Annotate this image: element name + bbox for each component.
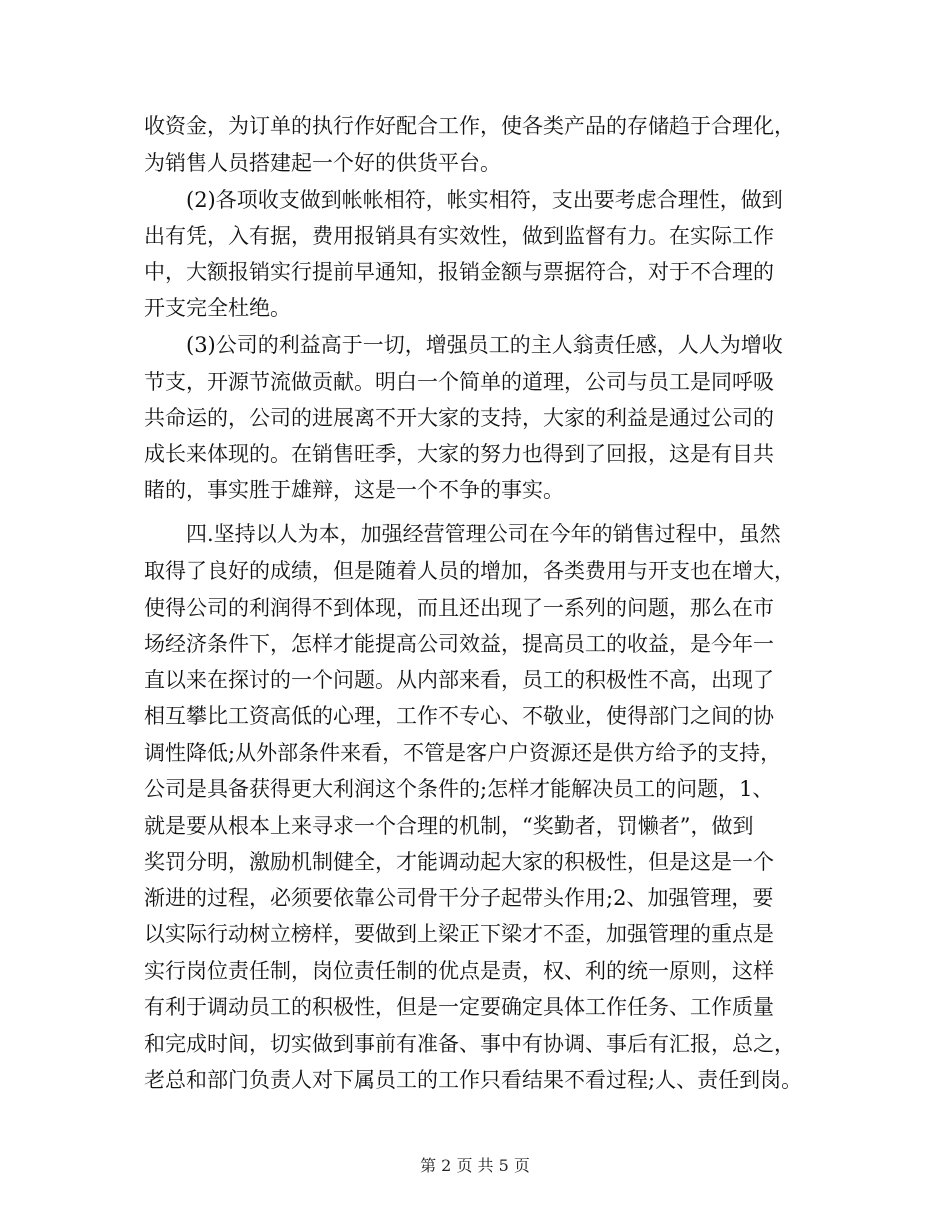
text-line: 就是要从根本上来寻求一个合理的机制，“奖勤者，罚懒者”，做到 [144, 814, 754, 838]
text-line: 有利于调动员工的积极性，但是一定要确定具体工作任务、工作质量 [144, 995, 774, 1019]
text-line: 直以来在探讨的一个问题。从内部来看，员工的积极性不高，出现了 [144, 668, 774, 692]
page-number-footer: 第 2 页 共 5 页 [420, 1156, 530, 1175]
text-line: 以实际行动树立榜样，要做到上梁正下梁才不歪，加强管理的重点是 [144, 922, 774, 946]
text-line: (2)各项收支做到帐帐相符，帐实相符，支出要考虑合理性，做到 [186, 188, 783, 212]
text-line: 场经济条件下，怎样才能提高公司效益，提高员工的收益，是今年一 [144, 632, 774, 656]
text-line: 奖罚分明，激励机制健全，才能调动起大家的积极性，但是这是一个 [144, 850, 774, 874]
text-line: 节支，开源节流做贡献。明白一个简单的道理，公司与员工是同呼吸 [144, 370, 774, 394]
text-line: 出有凭，入有据，费用报销具有实效性，做到监督有力。在实际工作 [144, 224, 774, 248]
text-line: 老总和部门负责人对下属员工的工作只看结果不看过程;人、责任到岗。 [144, 1068, 803, 1092]
text-line: 收资金，为订单的执行作好配合工作，使各类产品的存储趋于合理化， [144, 114, 795, 138]
text-line: 睹的，事实胜于雄辩，这是一个不争的事实。 [144, 478, 564, 502]
text-line: 渐进的过程，必须要依靠公司骨干分子起带头作用;2、加强管理，要 [144, 886, 774, 910]
text-line: 使得公司的利润得不到体现，而且还出现了一系列的问题，那么在市 [144, 596, 774, 620]
text-line: 四.坚持以人为本，加强经营管理公司在今年的销售过程中，虽然 [186, 522, 781, 546]
text-line: 为销售人员搭建起一个好的供货平台。 [144, 151, 501, 175]
text-line: (3)公司的利益高于一切，增强员工的主人翁责任感，人人为增收 [186, 333, 783, 357]
text-line: 公司是具备获得更大利润这个条件的;怎样才能解决员工的问题，1、 [144, 777, 774, 801]
text-line: 相互攀比工资高低的心理，工作不专心、不敬业，使得部门之间的协 [144, 704, 774, 728]
text-line: 中，大额报销实行提前早通知，报销金额与票据符合，对于不合理的 [144, 260, 774, 284]
text-line: 调性降低;从外部条件来看，不管是客户户资源还是供方给予的支持， [144, 741, 782, 765]
text-line: 开支完全杜绝。 [144, 296, 291, 320]
text-line: 实行岗位责任制，岗位责任制的优点是责，权、利的统一原则，这样 [144, 959, 774, 983]
text-line: 取得了良好的成绩，但是随着人员的增加，各类费用与开支也在增大， [144, 559, 795, 583]
text-line: 共命运的，公司的进展离不开大家的支持，大家的利益是通过公司的 [144, 406, 774, 430]
text-line: 成长来体现的。在销售旺季，大家的努力也得到了回报，这是有目共 [144, 442, 774, 466]
text-line: 和完成时间，切实做到事前有准备、事中有协调、事后有汇报，总之， [144, 1032, 795, 1056]
